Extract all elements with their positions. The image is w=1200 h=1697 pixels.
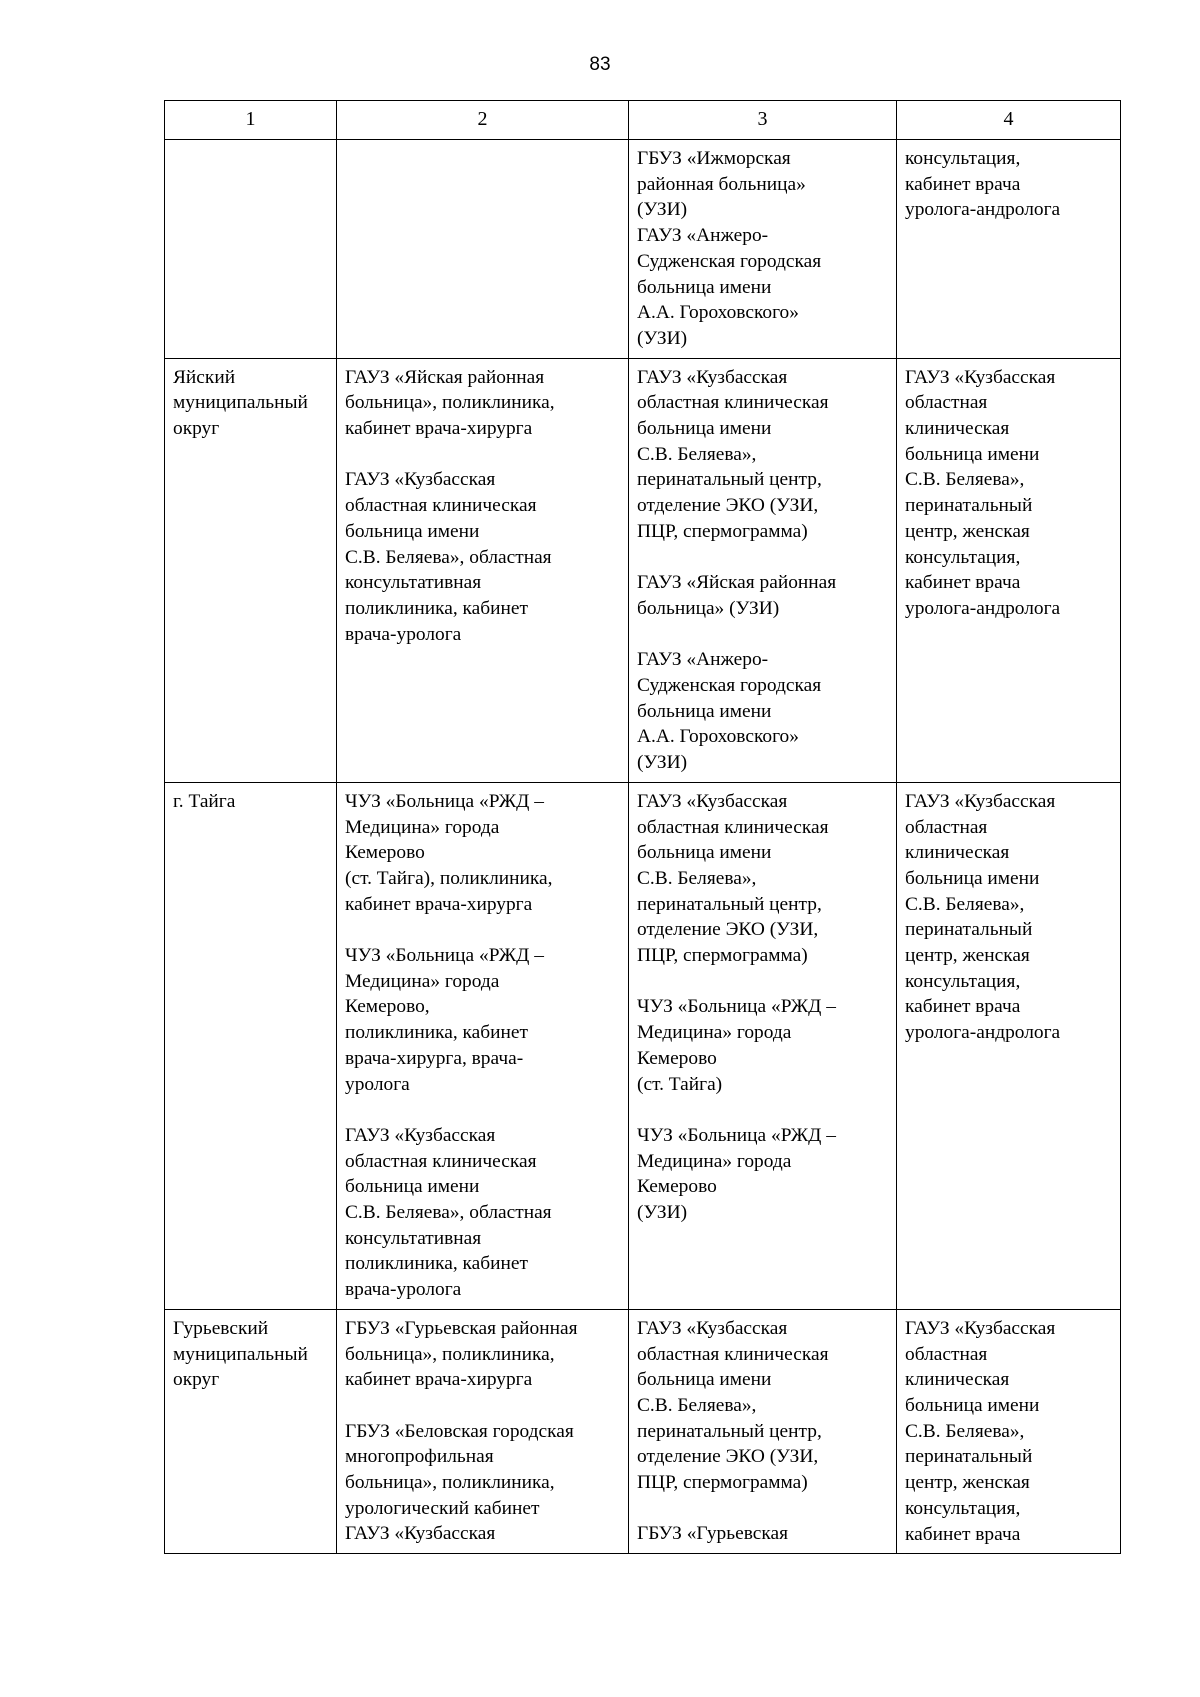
cell-text-block <box>345 1123 622 1303</box>
cell-text-line: ГАУЗ «Кузбасская <box>637 366 788 388</box>
surgeon-urologist-cell <box>337 1309 629 1553</box>
cell-text-line: областная <box>905 816 988 838</box>
cell-text-block <box>345 467 622 647</box>
cell-text-line: кабинет врача-хирурга <box>345 418 533 440</box>
cell-text-line: С.В. Беляева», <box>637 1394 757 1416</box>
surgeon-urologist-cell <box>337 140 629 359</box>
diagnostics-cell <box>629 782 897 1309</box>
cell-text-line: врача-уролога <box>345 623 462 645</box>
cell-text-line: А.А. Гороховского» <box>637 726 799 748</box>
cell-text-line: муниципальный <box>173 392 308 414</box>
cell-text-block <box>637 1316 890 1496</box>
cell-text-line: клиническая <box>905 1369 1010 1391</box>
cell-text-line: урологический кабинет <box>345 1497 540 1519</box>
cell-text-line: поликлиника, кабинет <box>345 597 528 619</box>
cell-text-line: кабинет врача <box>905 173 1021 195</box>
medical-routing-table <box>164 100 1121 1554</box>
cell-text-line: округ <box>173 1369 220 1391</box>
cell-text-line: центр, женская <box>905 945 1030 967</box>
surgeon-urologist-cell <box>337 782 629 1309</box>
cell-text-line: больница имени <box>637 1369 772 1391</box>
cell-text-line: ГАУЗ «Кузбасская <box>345 469 496 491</box>
cell-text-line: отделение ЭКО (УЗИ, <box>637 495 819 517</box>
surgeon-urologist-cell <box>337 358 629 782</box>
cell-text-line: больница имени <box>345 1176 480 1198</box>
header-cell-3: 3 <box>629 101 897 140</box>
district-cell <box>165 1309 337 1553</box>
cell-text-block <box>173 365 330 442</box>
cell-text-line: областная клиническая <box>637 392 829 414</box>
andrologist-cell <box>897 140 1121 359</box>
diagnostics-cell <box>629 1309 897 1553</box>
cell-text-line: поликлиника, кабинет <box>345 1022 528 1044</box>
table-header-row <box>165 101 1121 140</box>
cell-text-line: уролога-андролога <box>905 597 1061 619</box>
cell-text-line: больница», поликлиника, <box>345 1472 555 1494</box>
cell-text-line: уролога-андролога <box>905 1022 1061 1044</box>
cell-text-line: кабинет врача-хирурга <box>345 893 533 915</box>
district-cell <box>165 140 337 359</box>
cell-text-block <box>345 943 622 1097</box>
cell-text-block <box>637 365 890 545</box>
cell-text-line: г. Тайга <box>173 790 236 812</box>
cell-text-line: консультация, <box>905 546 1021 568</box>
cell-text-line: Яйский <box>173 366 236 388</box>
cell-text-line: (УЗИ) <box>637 327 688 349</box>
cell-text-block <box>905 1316 1114 1547</box>
andrologist-cell <box>897 782 1121 1309</box>
andrologist-cell <box>897 358 1121 782</box>
cell-text-line: кабинет врача <box>905 996 1021 1018</box>
cell-text-line: Кемерово, <box>345 996 430 1018</box>
cell-text-line: А.А. Гороховского» <box>637 302 799 324</box>
cell-text-line: ПЦР, спермограмма) <box>637 1472 808 1494</box>
cell-text-line: отделение ЭКО (УЗИ, <box>637 919 819 941</box>
cell-text-line: больница», поликлиника, <box>345 1343 555 1365</box>
cell-text-line: консультативная <box>345 572 482 594</box>
cell-text-line: Судженская городская <box>637 675 822 697</box>
cell-text-line: клиническая <box>905 418 1010 440</box>
header-cell-4: 4 <box>897 101 1121 140</box>
diagnostics-cell <box>629 140 897 359</box>
cell-text-line: больница имени <box>905 443 1040 465</box>
cell-text-line: ЧУЗ «Больница «РЖД – <box>345 790 544 812</box>
cell-text-line: ПЦР, спермограмма) <box>637 520 808 542</box>
cell-text-block <box>637 647 890 776</box>
district-cell <box>165 358 337 782</box>
cell-text-line: поликлиника, кабинет <box>345 1253 528 1275</box>
cell-text-line: (УЗИ) <box>637 752 688 774</box>
cell-text-line: С.В. Беляева», областная <box>345 1202 552 1224</box>
cell-text-line: С.В. Беляева», областная <box>345 546 552 568</box>
cell-text-line: Кемерово <box>637 1047 717 1069</box>
cell-text-line: ГБУЗ «Беловская городская <box>345 1420 574 1442</box>
cell-text-line: областная клиническая <box>637 816 829 838</box>
cell-text-line: муниципальный <box>173 1343 308 1365</box>
cell-text-line: консультативная <box>345 1227 482 1249</box>
cell-text-block <box>173 1316 330 1393</box>
table-row-yaysky <box>165 358 1121 782</box>
cell-text-line: отделение ЭКО (УЗИ, <box>637 1446 819 1468</box>
cell-text-line: больница имени <box>905 1394 1040 1416</box>
district-cell <box>165 782 337 1309</box>
cell-text-line: Судженская городская <box>637 250 822 272</box>
cell-text-line: перинатальный <box>905 919 1033 941</box>
cell-text-line: (ст. Тайга), поликлиника, <box>345 867 553 889</box>
table-row-guryevsky <box>165 1309 1121 1553</box>
cell-text-block <box>637 146 890 352</box>
cell-text-line: (УЗИ) <box>637 1202 688 1224</box>
cell-text-line: ГАУЗ «Яйская районная <box>345 366 545 388</box>
cell-text-block <box>173 789 330 815</box>
cell-text-line: (ст. Тайга) <box>637 1073 723 1095</box>
cell-text-line: С.В. Беляева», <box>905 469 1025 491</box>
cell-text-line: С.В. Беляева», <box>637 443 757 465</box>
cell-text-line: консультация, <box>905 148 1021 169</box>
cell-text-line: Медицина» города <box>345 816 500 838</box>
cell-text-line: областная <box>905 392 988 414</box>
cell-text-line: перинатальный центр, <box>637 1420 822 1442</box>
cell-text-line: перинатальный центр, <box>637 893 822 915</box>
cell-text-line: ГАУЗ «Анжеро- <box>637 649 769 671</box>
cell-text-line: кабинет врача <box>905 1523 1021 1545</box>
cell-text-line: областная <box>905 1343 988 1365</box>
cell-text-line: районная больница» <box>637 173 806 195</box>
cell-text-block <box>905 146 1114 223</box>
cell-text-line: Медицина» города <box>345 970 500 992</box>
cell-text-block <box>905 789 1114 1046</box>
cell-text-line: больница имени <box>637 276 772 298</box>
cell-text-block <box>345 1316 622 1393</box>
cell-text-line: уролога <box>345 1073 410 1095</box>
cell-text-line: Кемерово <box>345 842 425 864</box>
cell-text-line: кабинет врача-хирурга <box>345 1369 533 1391</box>
cell-text-line: Медицина» города <box>637 1150 792 1172</box>
cell-text-line: С.В. Беляева», <box>637 867 757 889</box>
cell-text-line: ЧУЗ «Больница «РЖД – <box>345 945 544 967</box>
cell-text-line: С.В. Беляева», <box>905 1420 1025 1442</box>
andrologist-cell <box>897 1309 1121 1553</box>
header-cell-1: 1 <box>165 101 337 140</box>
cell-text-line: ГАУЗ «Кузбасская <box>905 1317 1056 1339</box>
cell-text-line: консультация, <box>905 970 1021 992</box>
cell-text-line: врача-хирурга, врача- <box>345 1047 524 1069</box>
cell-text-line: ГБУЗ «Гурьевская <box>637 1523 789 1545</box>
cell-text-line: больница», поликлиника, <box>345 392 555 414</box>
cell-text-line: центр, женская <box>905 1472 1030 1494</box>
cell-text-line: врача-уролога <box>345 1279 462 1301</box>
cell-text-line: больница имени <box>905 867 1040 889</box>
cell-text-line: больница имени <box>345 520 480 542</box>
cell-text-line: ЧУЗ «Больница «РЖД – <box>637 996 836 1018</box>
cell-text-block <box>637 570 890 621</box>
cell-text-line: центр, женская <box>905 520 1030 542</box>
cell-text-line: ГАУЗ «Кузбасская <box>905 790 1056 812</box>
cell-text-block <box>637 994 890 1097</box>
page-number: 83 <box>589 54 611 75</box>
cell-text-line: Кемерово <box>637 1176 717 1198</box>
cell-text-line: округ <box>173 418 220 440</box>
cell-text-line: многопрофильная <box>345 1446 494 1468</box>
cell-text-line: ГАУЗ «Анжеро- <box>637 225 769 247</box>
cell-text-block <box>637 1123 890 1226</box>
cell-text-line: областная клиническая <box>345 495 537 517</box>
header-cell-2: 2 <box>337 101 629 140</box>
cell-text-line: ГБУЗ «Гурьевская районная <box>345 1317 578 1339</box>
cell-text-block <box>637 1521 890 1547</box>
cell-text-line: (УЗИ) <box>637 199 688 221</box>
cell-text-line: С.В. Беляева», <box>905 893 1025 915</box>
cell-text-line: ГАУЗ «Кузбасская <box>905 366 1056 388</box>
cell-text-line: областная клиническая <box>345 1150 537 1172</box>
cell-text-line: ГАУЗ «Яйская районная <box>637 572 837 594</box>
table-row-taiga <box>165 782 1121 1309</box>
cell-text-line: ЧУЗ «Больница «РЖД – <box>637 1124 836 1146</box>
cell-text-line: ПЦР, спермограмма) <box>637 945 808 967</box>
cell-text-line: больница имени <box>637 842 772 864</box>
cell-text-line: перинатальный центр, <box>637 469 822 491</box>
cell-text-block <box>637 789 890 969</box>
cell-text-line: перинатальный <box>905 1446 1033 1468</box>
cell-text-line: больница имени <box>637 700 772 722</box>
cell-text-block <box>345 1419 622 1548</box>
cell-text-line: ГАУЗ «Кузбасская <box>345 1523 496 1545</box>
cell-text-line: Гурьевский <box>173 1317 269 1339</box>
cell-text-line: ГАУЗ «Кузбасская <box>637 790 788 812</box>
cell-text-line: больница» (УЗИ) <box>637 597 780 619</box>
cell-text-line: клиническая <box>905 842 1010 864</box>
table-body <box>165 140 1121 1554</box>
cell-text-line: Медицина» города <box>637 1022 792 1044</box>
cell-text-line: перинатальный <box>905 495 1033 517</box>
cell-text-line: консультация, <box>905 1497 1021 1519</box>
cell-text-line: уролога-андролога <box>905 199 1061 221</box>
cell-text-line: ГБУЗ «Ижморская <box>637 148 791 169</box>
cell-text-line: ГАУЗ «Кузбасская <box>637 1317 788 1339</box>
diagnostics-cell <box>629 358 897 782</box>
cell-text-block <box>345 789 622 918</box>
cell-text-block <box>345 365 622 442</box>
cell-text-block <box>905 365 1114 622</box>
cell-text-line: областная клиническая <box>637 1343 829 1365</box>
table-row-continuation <box>165 140 1121 359</box>
cell-text-line: ГАУЗ «Кузбасская <box>345 1124 496 1146</box>
cell-text-line: кабинет врача <box>905 572 1021 594</box>
cell-text-line: больница имени <box>637 418 772 440</box>
